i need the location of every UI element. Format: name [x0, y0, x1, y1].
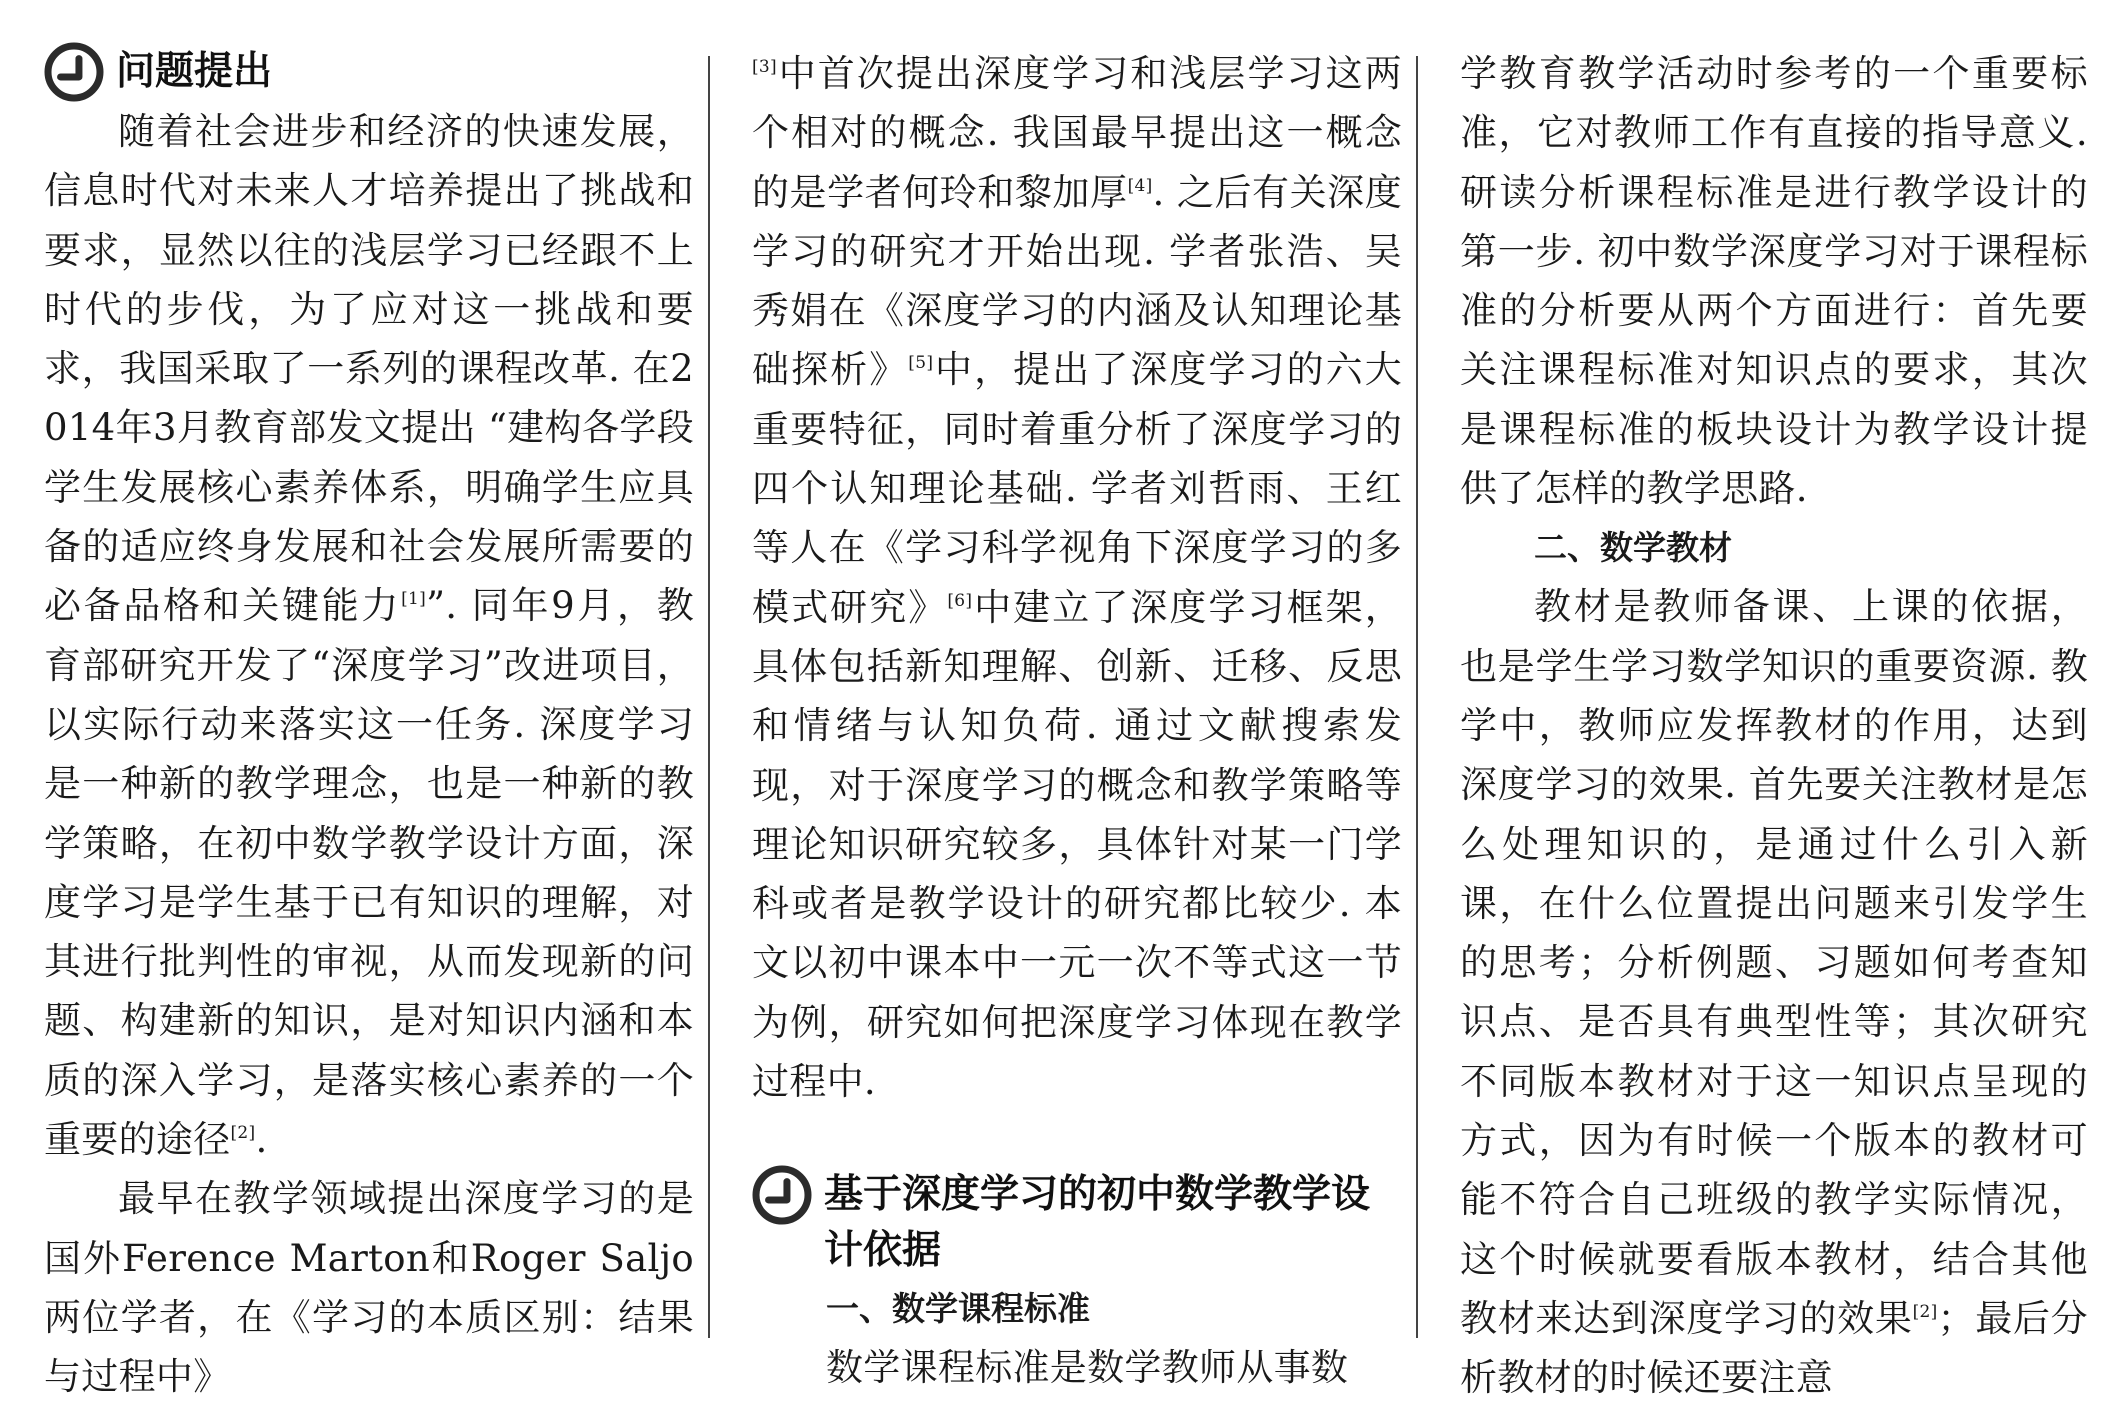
section-heading-basis — [752, 1167, 1402, 1279]
citation: [5] — [908, 353, 934, 374]
column-2 — [752, 44, 1402, 1398]
subsection-title: 一、数学课程标准 — [826, 1289, 1090, 1329]
citation: [4] — [1127, 175, 1153, 196]
column-3 — [1460, 44, 2088, 1408]
section-title: 问题提出 — [116, 49, 273, 94]
citation: [1] — [401, 589, 427, 610]
paragraph-continued: 学教育教学活动时参考的一个重要标准，它对教师工作有直接的指导意义. 研读分析课程标准是进行教学设计的第一步. 初中数学深度学习对于课程标准的分析要从两个方面进行：首先要关注课程标准对知识点的要求，其次是课程标准的板块设计为教学设计提供了怎样的教学思路. — [1460, 52, 2088, 511]
citation: [3] — [752, 57, 777, 77]
section-title: 基于深度学习的初中数学教学设计依据 — [824, 1172, 1371, 1274]
arrow-circle-icon — [44, 42, 104, 102]
arrow-circle-icon — [752, 1165, 812, 1225]
column-1 — [44, 44, 694, 1399]
subsection-title: 二、数学教材 — [1534, 528, 1732, 568]
paragraph: 数学课程标准是数学教师从事数 — [826, 1346, 1349, 1390]
paragraph: [3]中首次提出深度学习和浅层学习这两个相对的概念. 我国最早提出这一概念的是学者何玲和黎加厚[4]. 之后有关深度学习的研究才开始出现. 学者张浩、吴秀娟在《深度学习的内涵及认知理论基础探析》[5]中，提出了深度学习的六大重要特征，同时着重分析了深度学习的四个认知理论基础. 学者刘哲雨、王红等人在《学习科学视角下深度学习的多模式研究》[6]中建立了深度学习框架，具体包括新知理解、创新、迁移、反思和情绪与认知负荷. 通过文献搜索发现，对于深度学习的概念和教学策略等理论知识研究较多，具体针对某一门学科或者是教学设计的研究都比较少. 本文以初中课本中一元一次不等式这一节为例，研究如何把深度学习体现在教学过程中. — [752, 52, 1403, 1104]
citation: [2] — [230, 1123, 256, 1144]
citation: [2] — [1912, 1301, 1938, 1322]
citation: [6] — [947, 590, 973, 611]
paragraph: 最早在教学领域提出深度学习的是国外Ference Marton和Roger Saljo两位学者，在《学习的本质区别：结果与过程中》 — [44, 1177, 694, 1399]
paragraph: 教材是教师备课、上课的依据，也是学生学习数学知识的重要资源. 教学中，教师应发挥教材的作用，达到深度学习的效果. 首先要关注教材是怎么处理知识的，是通过什么引入新课，在什么位置提出问题来引发学生的思考；分析例题、习题如何考查知识点、是否具有典型性等；其次研究不同版本教材对于这一知识点呈现的方式，因为有时候一个版本的教材可能不符合自己班级的教学实际情况，这个时候就要看版本教材，结合其他教材来达到深度学习的效果[2]；最后分析教材的时候还要注意 — [1460, 585, 2088, 1400]
column-divider — [1416, 56, 1418, 1338]
section-heading-problem — [44, 44, 694, 102]
paragraph: 随着社会进步和经济的快速发展，信息时代对未来人才培养提出了挑战和要求，显然以往的浅层学习已经跟不上时代的步伐，为了应对这一挑战和要求，我国采取了一系列的课程改革. 在2014年3月教育部发文提出 “建构各学段学生发展核心素养体系，明确学生应具备的适应终身发展和社会发展所需要的必备品格和关键能力[1]”. 同年9月，教育部研究开发了“深度学习”改进项目，以实际行动来落实这一任务. 深度学习是一种新的教学理念，也是一种新的教学策略，在初中数学教学设计方面，深度学习是学生基于已有知识的理解，对其进行批判性的审视，从而发现新的问题、构建新的知识，是对知识内涵和本质的深入学习，是落实核心素养的一个重要的途径[2]. — [44, 110, 694, 1162]
column-divider — [708, 56, 710, 1338]
